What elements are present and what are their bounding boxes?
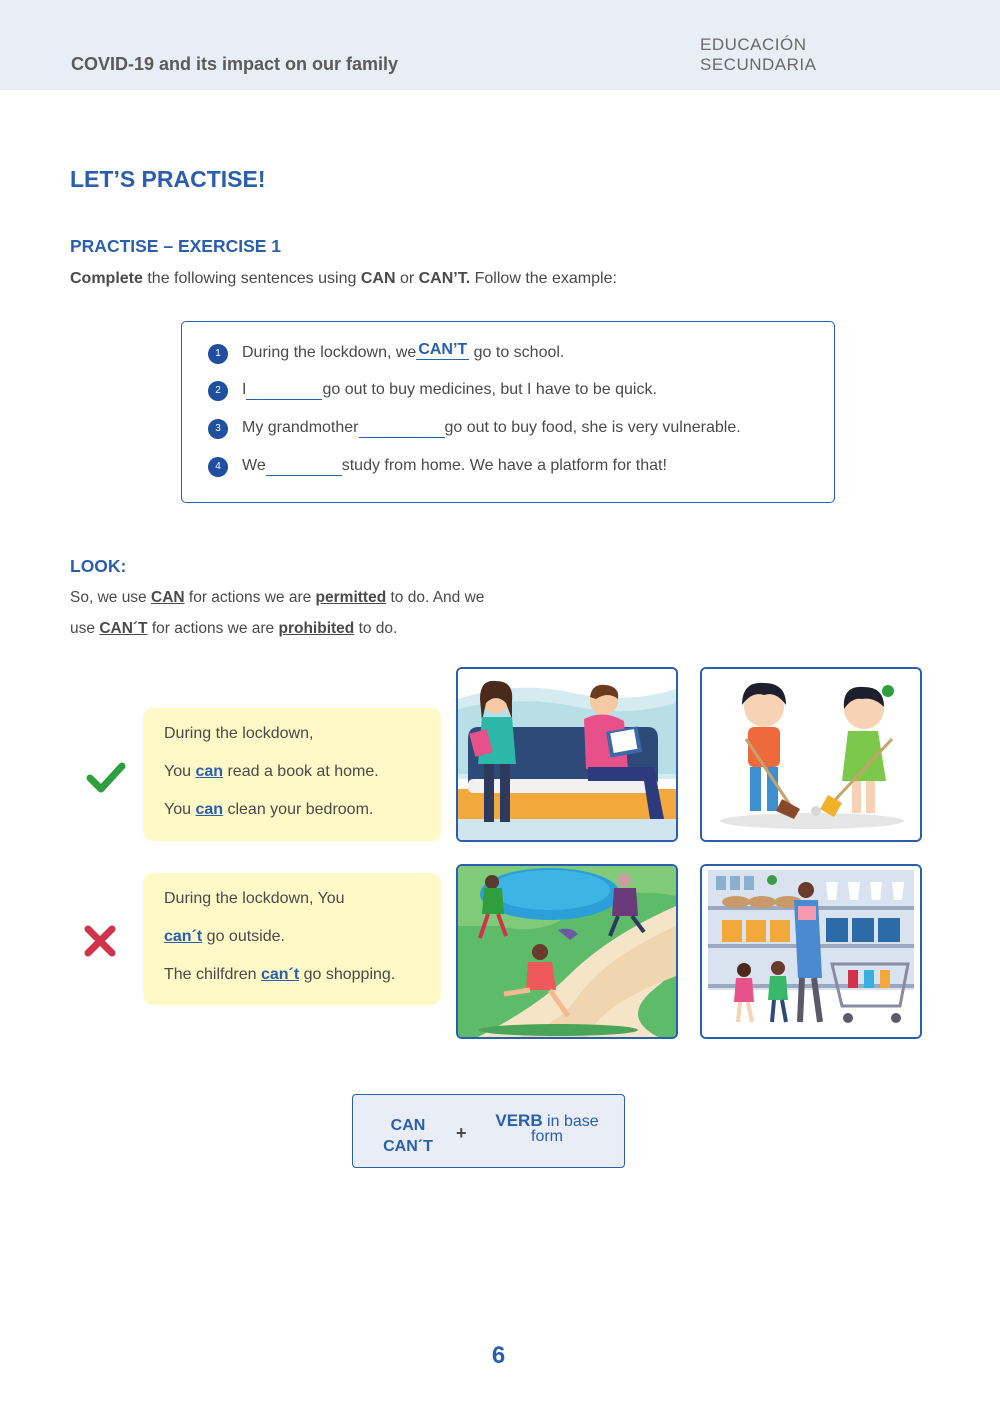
page-number: 6 [491, 1342, 506, 1369]
item-number-badge: 2 [208, 381, 228, 401]
outdoor-illustration [456, 864, 678, 1039]
exercise-box: 1 During the lockdown, we CAN’T go to school. 2 I go out to buy medicines, but I have to be quick. 3 My grandmother go out to buy food, she is very vulnerable. 4 We study from home. We have a platform for that! [181, 321, 835, 503]
shopping-illustration [700, 864, 922, 1039]
item-number-badge: 1 [208, 344, 228, 364]
cleaning-illustration [700, 667, 922, 842]
cant-line-3: The chilfdren can´t go shopping. [164, 966, 396, 983]
can-line-3: You can clean your bedroom. [164, 801, 374, 818]
can-examples-box [143, 708, 441, 841]
exercise-title: PRACTISE – EXERCISE 1 [70, 236, 282, 256]
grammar-formula-box [352, 1094, 625, 1168]
formula-modals: CAN CAN´T [383, 1117, 433, 1155]
example-answer: CAN’T [418, 341, 468, 358]
organization-label [700, 35, 816, 75]
section-title: LET’S PRACTISE! [70, 166, 266, 192]
answer-blank[interactable] [266, 457, 342, 476]
can-line-1: During the lockdown, [164, 725, 314, 742]
look-line-1: So, we use CAN for actions we are permitted to do. And we [70, 589, 485, 606]
exercise-instruction: Complete the following sentences using CAN or CAN’T. Follow the example: [70, 270, 617, 287]
answer-blank[interactable] [246, 381, 322, 400]
check-icon [86, 760, 126, 796]
header-band [0, 0, 1000, 90]
org-line-1: EDUCACIÓN [700, 35, 807, 54]
can-line-2: You can read a book at home. [164, 763, 379, 780]
answer-blank[interactable] [359, 419, 445, 438]
org-line-2: SECUNDARIA [700, 55, 817, 74]
item-number-badge: 4 [208, 457, 228, 477]
cant-examples-box [143, 873, 441, 1005]
reading-illustration [456, 667, 678, 842]
cant-line-1: During the lockdown, You [164, 890, 345, 907]
cross-icon [83, 924, 117, 958]
cant-line-2: can´t go outside. [164, 928, 285, 945]
look-title: LOOK: [70, 556, 127, 576]
document-title: COVID-19 and its impact on our family [71, 54, 399, 74]
item-number-badge: 3 [208, 419, 228, 439]
formula-plus: + [456, 1123, 467, 1143]
look-line-2: use CAN´T for actions we are prohibited to do. [70, 620, 398, 637]
formula-verb: VERB in base form [495, 1111, 599, 1145]
